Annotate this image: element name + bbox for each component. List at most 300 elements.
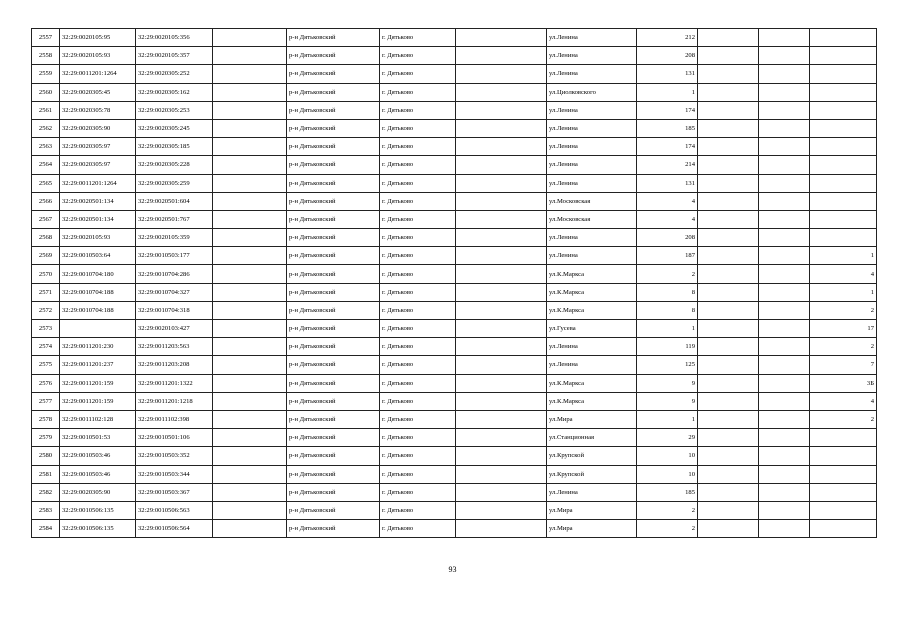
cell-cadastral-number: 32:29:0020305:90 <box>60 119 136 137</box>
cell-district: р-н Дятьковский <box>287 174 380 192</box>
cell-apartment: 17 <box>810 320 877 338</box>
cell-object-cadastral-number: 32:29:0011102:398 <box>136 410 213 428</box>
cell-empty <box>456 429 547 447</box>
cell-apartment <box>810 229 877 247</box>
cell-street: ул.Ленина <box>547 101 637 119</box>
cell-city: г. Дятьково <box>380 156 456 174</box>
cell-district: р-н Дятьковский <box>287 483 380 501</box>
cell-district: р-н Дятьковский <box>287 338 380 356</box>
cell-building <box>698 265 759 283</box>
cell-city: г. Дятьково <box>380 192 456 210</box>
cell-empty <box>456 338 547 356</box>
cell-city: г. Дятьково <box>380 283 456 301</box>
cell-empty <box>213 29 287 47</box>
cell-building <box>698 338 759 356</box>
cell-district: р-н Дятьковский <box>287 520 380 538</box>
cell-building <box>698 101 759 119</box>
cell-street: ул.Станционная <box>547 429 637 447</box>
cell-house-number: 8 <box>637 301 698 319</box>
cell-empty <box>213 229 287 247</box>
table-row <box>32 247 877 265</box>
cell-row-number: 2576 <box>32 374 60 392</box>
cell-apartment <box>810 483 877 501</box>
cell-empty <box>213 501 287 519</box>
cell-building <box>698 520 759 538</box>
cell-empty <box>456 47 547 65</box>
cell-object-cadastral-number: 32:29:0020305:245 <box>136 119 213 137</box>
cell-structure <box>759 338 810 356</box>
cell-object-cadastral-number: 32:29:0020501:767 <box>136 210 213 228</box>
cell-district: р-н Дятьковский <box>287 101 380 119</box>
cell-row-number: 2579 <box>32 429 60 447</box>
cell-street: ул.Ленина <box>547 229 637 247</box>
cell-object-cadastral-number: 32:29:0010506:564 <box>136 520 213 538</box>
table-row <box>32 356 877 374</box>
cell-object-cadastral-number: 32:29:0020501:604 <box>136 192 213 210</box>
cell-street: ул.Ленина <box>547 156 637 174</box>
cell-empty <box>213 192 287 210</box>
cell-empty <box>456 283 547 301</box>
cell-row-number: 2570 <box>32 265 60 283</box>
cell-district: р-н Дятьковский <box>287 301 380 319</box>
cell-city: г. Дятьково <box>380 47 456 65</box>
cell-building <box>698 374 759 392</box>
cell-structure <box>759 392 810 410</box>
cell-district: р-н Дятьковский <box>287 192 380 210</box>
cell-district: р-н Дятьковский <box>287 229 380 247</box>
cell-apartment <box>810 465 877 483</box>
cell-structure <box>759 192 810 210</box>
cell-building <box>698 65 759 83</box>
cell-cadastral-number: 32:29:0011201:237 <box>60 356 136 374</box>
cell-cadastral-number: 32:29:0020105:93 <box>60 47 136 65</box>
cell-cadastral-number: 32:29:0020305:97 <box>60 156 136 174</box>
cell-house-number: 185 <box>637 483 698 501</box>
cell-row-number: 2559 <box>32 65 60 83</box>
cell-street: ул.Гусева <box>547 320 637 338</box>
cell-cadastral-number: 32:29:0011102:128 <box>60 410 136 428</box>
cell-row-number: 2567 <box>32 210 60 228</box>
table-row <box>32 410 877 428</box>
cell-structure <box>759 47 810 65</box>
cell-house-number: 9 <box>637 392 698 410</box>
cell-cadastral-number: 32:29:0011201:1264 <box>60 65 136 83</box>
cell-empty <box>213 119 287 137</box>
cell-structure <box>759 501 810 519</box>
table-row <box>32 156 877 174</box>
cell-object-cadastral-number: 32:29:0020305:162 <box>136 83 213 101</box>
cell-structure <box>759 265 810 283</box>
cell-apartment: 1 <box>810 283 877 301</box>
cell-structure <box>759 119 810 137</box>
cell-building <box>698 283 759 301</box>
cell-apartment <box>810 119 877 137</box>
cell-apartment <box>810 501 877 519</box>
cell-district: р-н Дятьковский <box>287 320 380 338</box>
cell-street: ул.Мира <box>547 520 637 538</box>
cell-house-number: 208 <box>637 229 698 247</box>
cell-city: г. Дятьково <box>380 483 456 501</box>
cell-city: г. Дятьково <box>380 374 456 392</box>
cell-city: г. Дятьково <box>380 174 456 192</box>
cell-street: ул.Ленина <box>547 356 637 374</box>
cell-house-number: 212 <box>637 29 698 47</box>
cell-building <box>698 465 759 483</box>
table-row <box>32 210 877 228</box>
cell-structure <box>759 210 810 228</box>
cell-house-number: 125 <box>637 356 698 374</box>
table-row <box>32 483 877 501</box>
table-row <box>32 47 877 65</box>
cell-empty <box>456 265 547 283</box>
cell-city: г. Дятьково <box>380 465 456 483</box>
cell-street: ул.Крупской <box>547 465 637 483</box>
cell-building <box>698 392 759 410</box>
cell-building <box>698 210 759 228</box>
cell-row-number: 2580 <box>32 447 60 465</box>
cell-structure <box>759 410 810 428</box>
cell-city: г. Дятьково <box>380 392 456 410</box>
cell-object-cadastral-number: 32:29:0010704:327 <box>136 283 213 301</box>
cell-empty <box>213 101 287 119</box>
cell-row-number: 2577 <box>32 392 60 410</box>
cell-building <box>698 410 759 428</box>
cell-object-cadastral-number: 32:29:0011201:1322 <box>136 374 213 392</box>
table-row <box>32 192 877 210</box>
cell-row-number: 2566 <box>32 192 60 210</box>
cell-district: р-н Дятьковский <box>287 83 380 101</box>
table-row <box>32 283 877 301</box>
cell-row-number: 2561 <box>32 101 60 119</box>
cell-street: ул.Ленина <box>547 119 637 137</box>
cell-row-number: 2572 <box>32 301 60 319</box>
cell-row-number: 2571 <box>32 283 60 301</box>
cell-empty <box>456 301 547 319</box>
cell-street: ул.Ленина <box>547 65 637 83</box>
cell-city: г. Дятьково <box>380 229 456 247</box>
cell-district: р-н Дятьковский <box>287 265 380 283</box>
cell-district: р-н Дятьковский <box>287 447 380 465</box>
cell-empty <box>456 501 547 519</box>
cell-cadastral-number: 32:29:0020305:45 <box>60 83 136 101</box>
cell-city: г. Дятьково <box>380 501 456 519</box>
cell-city: г. Дятьково <box>380 429 456 447</box>
table-row <box>32 229 877 247</box>
cell-empty <box>456 119 547 137</box>
cell-house-number: 2 <box>637 265 698 283</box>
cell-district: р-н Дятьковский <box>287 156 380 174</box>
cell-structure <box>759 65 810 83</box>
cell-structure <box>759 483 810 501</box>
cell-structure <box>759 174 810 192</box>
cell-object-cadastral-number: 32:29:0010704:286 <box>136 265 213 283</box>
cell-apartment <box>810 29 877 47</box>
table-row <box>32 320 877 338</box>
cell-empty <box>213 520 287 538</box>
cell-object-cadastral-number: 32:29:0011201:1218 <box>136 392 213 410</box>
cell-empty <box>213 47 287 65</box>
cell-empty <box>213 429 287 447</box>
cell-city: г. Дятьково <box>380 119 456 137</box>
table-row <box>32 174 877 192</box>
cell-structure <box>759 29 810 47</box>
cell-cadastral-number: 32:29:0011201:230 <box>60 338 136 356</box>
cell-house-number: 9 <box>637 374 698 392</box>
cell-house-number: 10 <box>637 465 698 483</box>
cell-object-cadastral-number: 32:29:0010704:318 <box>136 301 213 319</box>
cell-apartment: 1 <box>810 247 877 265</box>
cell-street: ул.К.Маркса <box>547 301 637 319</box>
cell-district: р-н Дятьковский <box>287 410 380 428</box>
cell-city: г. Дятьково <box>380 138 456 156</box>
cell-empty <box>456 356 547 374</box>
cell-house-number: 10 <box>637 447 698 465</box>
cell-house-number: 131 <box>637 174 698 192</box>
cell-building <box>698 192 759 210</box>
cell-building <box>698 501 759 519</box>
table-row <box>32 301 877 319</box>
cell-empty <box>213 465 287 483</box>
cell-structure <box>759 301 810 319</box>
cell-street: ул.Циолковского <box>547 83 637 101</box>
cell-cadastral-number: 32:29:0020305:97 <box>60 138 136 156</box>
cell-street: ул.К.Маркса <box>547 374 637 392</box>
cell-cadastral-number: 32:29:0020105:95 <box>60 29 136 47</box>
cell-object-cadastral-number: 32:29:0010503:367 <box>136 483 213 501</box>
cell-district: р-н Дятьковский <box>287 392 380 410</box>
cell-house-number: 29 <box>637 429 698 447</box>
cell-object-cadastral-number: 32:29:0020103:427 <box>136 320 213 338</box>
cell-empty <box>456 29 547 47</box>
cell-row-number: 2564 <box>32 156 60 174</box>
table-row <box>32 501 877 519</box>
cell-building <box>698 47 759 65</box>
table-row <box>32 265 877 283</box>
cell-row-number: 2565 <box>32 174 60 192</box>
table-row <box>32 447 877 465</box>
cell-object-cadastral-number: 32:29:0010506:563 <box>136 501 213 519</box>
cell-building <box>698 320 759 338</box>
cell-empty <box>456 210 547 228</box>
cell-empty <box>456 65 547 83</box>
cell-district: р-н Дятьковский <box>287 247 380 265</box>
cell-structure <box>759 520 810 538</box>
cell-object-cadastral-number: 32:29:0020305:253 <box>136 101 213 119</box>
cell-house-number: 8 <box>637 283 698 301</box>
cell-structure <box>759 429 810 447</box>
cell-structure <box>759 101 810 119</box>
cell-city: г. Дятьково <box>380 265 456 283</box>
cell-object-cadastral-number: 32:29:0020105:356 <box>136 29 213 47</box>
cell-cadastral-number: 32:29:0020105:93 <box>60 229 136 247</box>
cell-building <box>698 301 759 319</box>
cell-street: ул.Ленина <box>547 29 637 47</box>
cell-structure <box>759 356 810 374</box>
cell-empty <box>456 410 547 428</box>
cell-house-number: 119 <box>637 338 698 356</box>
cell-object-cadastral-number: 32:29:0011203:208 <box>136 356 213 374</box>
cell-row-number: 2582 <box>32 483 60 501</box>
cell-house-number: 4 <box>637 192 698 210</box>
cell-house-number: 1 <box>637 83 698 101</box>
table-row <box>32 374 877 392</box>
cell-row-number: 2560 <box>32 83 60 101</box>
cell-empty <box>213 410 287 428</box>
cell-district: р-н Дятьковский <box>287 356 380 374</box>
cell-structure <box>759 283 810 301</box>
cell-object-cadastral-number: 32:29:0011203:563 <box>136 338 213 356</box>
cell-street: ул.Мира <box>547 410 637 428</box>
cell-object-cadastral-number: 32:29:0010503:344 <box>136 465 213 483</box>
cell-street: ул.Московская <box>547 192 637 210</box>
cell-empty <box>456 83 547 101</box>
cell-district: р-н Дятьковский <box>287 47 380 65</box>
cell-structure <box>759 447 810 465</box>
cell-city: г. Дятьково <box>380 356 456 374</box>
cell-house-number: 208 <box>637 47 698 65</box>
cell-city: г. Дятьково <box>380 447 456 465</box>
registry-table <box>31 28 877 538</box>
cell-house-number: 1 <box>637 320 698 338</box>
cell-city: г. Дятьково <box>380 101 456 119</box>
table-row <box>32 429 877 447</box>
cell-empty <box>213 320 287 338</box>
cell-row-number: 2563 <box>32 138 60 156</box>
cell-empty <box>456 465 547 483</box>
cell-building <box>698 447 759 465</box>
cell-apartment: 4 <box>810 392 877 410</box>
cell-cadastral-number: 32:29:0020305:90 <box>60 483 136 501</box>
table-row <box>32 465 877 483</box>
cell-street: ул.Ленина <box>547 138 637 156</box>
cell-empty <box>456 320 547 338</box>
cell-apartment <box>810 210 877 228</box>
cell-street: ул.Мира <box>547 501 637 519</box>
cell-empty <box>456 174 547 192</box>
cell-object-cadastral-number: 32:29:0010503:177 <box>136 247 213 265</box>
cell-structure <box>759 229 810 247</box>
cell-house-number: 214 <box>637 156 698 174</box>
cell-cadastral-number: 32:29:0011201:1264 <box>60 174 136 192</box>
table-row <box>32 119 877 137</box>
cell-apartment <box>810 192 877 210</box>
table-row <box>32 101 877 119</box>
cell-cadastral-number: 32:29:0010704:188 <box>60 301 136 319</box>
cell-cadastral-number: 32:29:0020501:134 <box>60 210 136 228</box>
cell-empty <box>213 174 287 192</box>
cell-city: г. Дятьково <box>380 247 456 265</box>
cell-building <box>698 356 759 374</box>
cell-city: г. Дятьково <box>380 29 456 47</box>
cell-empty <box>456 229 547 247</box>
cell-apartment <box>810 101 877 119</box>
cell-cadastral-number: 32:29:0010503:46 <box>60 447 136 465</box>
cell-cadastral-number: 32:29:0020501:134 <box>60 192 136 210</box>
cell-street: ул.Ленина <box>547 174 637 192</box>
cell-district: р-н Дятьковский <box>287 374 380 392</box>
cell-building <box>698 119 759 137</box>
cell-apartment <box>810 65 877 83</box>
cell-apartment <box>810 174 877 192</box>
cell-structure <box>759 83 810 101</box>
cell-empty <box>213 447 287 465</box>
cell-street: ул.К.Маркса <box>547 283 637 301</box>
cell-object-cadastral-number: 32:29:0020305:185 <box>136 138 213 156</box>
cell-street: ул.К.Маркса <box>547 265 637 283</box>
cell-cadastral-number: 32:29:0010506:135 <box>60 501 136 519</box>
cell-apartment <box>810 520 877 538</box>
cell-building <box>698 29 759 47</box>
cell-apartment <box>810 83 877 101</box>
cell-object-cadastral-number: 32:29:0020305:259 <box>136 174 213 192</box>
cell-cadastral-number <box>60 320 136 338</box>
cell-row-number: 2583 <box>32 501 60 519</box>
cell-empty <box>213 247 287 265</box>
cell-building <box>698 156 759 174</box>
cell-empty <box>213 338 287 356</box>
cell-apartment <box>810 138 877 156</box>
cell-street: ул.Ленина <box>547 338 637 356</box>
cell-structure <box>759 320 810 338</box>
cell-district: р-н Дятьковский <box>287 65 380 83</box>
cell-city: г. Дятьково <box>380 410 456 428</box>
cell-district: р-н Дятьковский <box>287 210 380 228</box>
cell-apartment: 2 <box>810 301 877 319</box>
cell-house-number: 4 <box>637 210 698 228</box>
cell-empty <box>213 210 287 228</box>
cell-empty <box>213 156 287 174</box>
cell-empty <box>456 192 547 210</box>
registry-body <box>32 29 877 538</box>
cell-row-number: 2581 <box>32 465 60 483</box>
cell-house-number: 174 <box>637 138 698 156</box>
cell-empty <box>456 374 547 392</box>
cell-empty <box>213 283 287 301</box>
cell-empty <box>213 65 287 83</box>
cell-cadastral-number: 32:29:0011201:159 <box>60 374 136 392</box>
cell-apartment: 7 <box>810 356 877 374</box>
cell-empty <box>456 247 547 265</box>
cell-street: ул.Крупской <box>547 447 637 465</box>
cell-city: г. Дятьково <box>380 210 456 228</box>
cell-apartment: 4 <box>810 265 877 283</box>
cell-empty <box>213 392 287 410</box>
cell-district: р-н Дятьковский <box>287 429 380 447</box>
cell-empty <box>456 520 547 538</box>
cell-district: р-н Дятьковский <box>287 465 380 483</box>
cell-empty <box>213 356 287 374</box>
cell-district: р-н Дятьковский <box>287 283 380 301</box>
cell-district: р-н Дятьковский <box>287 138 380 156</box>
table-row <box>32 65 877 83</box>
table-row <box>32 83 877 101</box>
cell-object-cadastral-number: 32:29:0020305:252 <box>136 65 213 83</box>
cell-building <box>698 138 759 156</box>
cell-house-number: 2 <box>637 501 698 519</box>
cell-cadastral-number: 32:29:0020305:78 <box>60 101 136 119</box>
cell-object-cadastral-number: 32:29:0010501:106 <box>136 429 213 447</box>
cell-row-number: 2574 <box>32 338 60 356</box>
table-row <box>32 29 877 47</box>
cell-street: ул.Московская <box>547 210 637 228</box>
cell-empty <box>213 138 287 156</box>
cell-building <box>698 229 759 247</box>
cell-object-cadastral-number: 32:29:0010503:352 <box>136 447 213 465</box>
cell-city: г. Дятьково <box>380 65 456 83</box>
cell-district: р-н Дятьковский <box>287 119 380 137</box>
cell-apartment <box>810 429 877 447</box>
cell-row-number: 2562 <box>32 119 60 137</box>
